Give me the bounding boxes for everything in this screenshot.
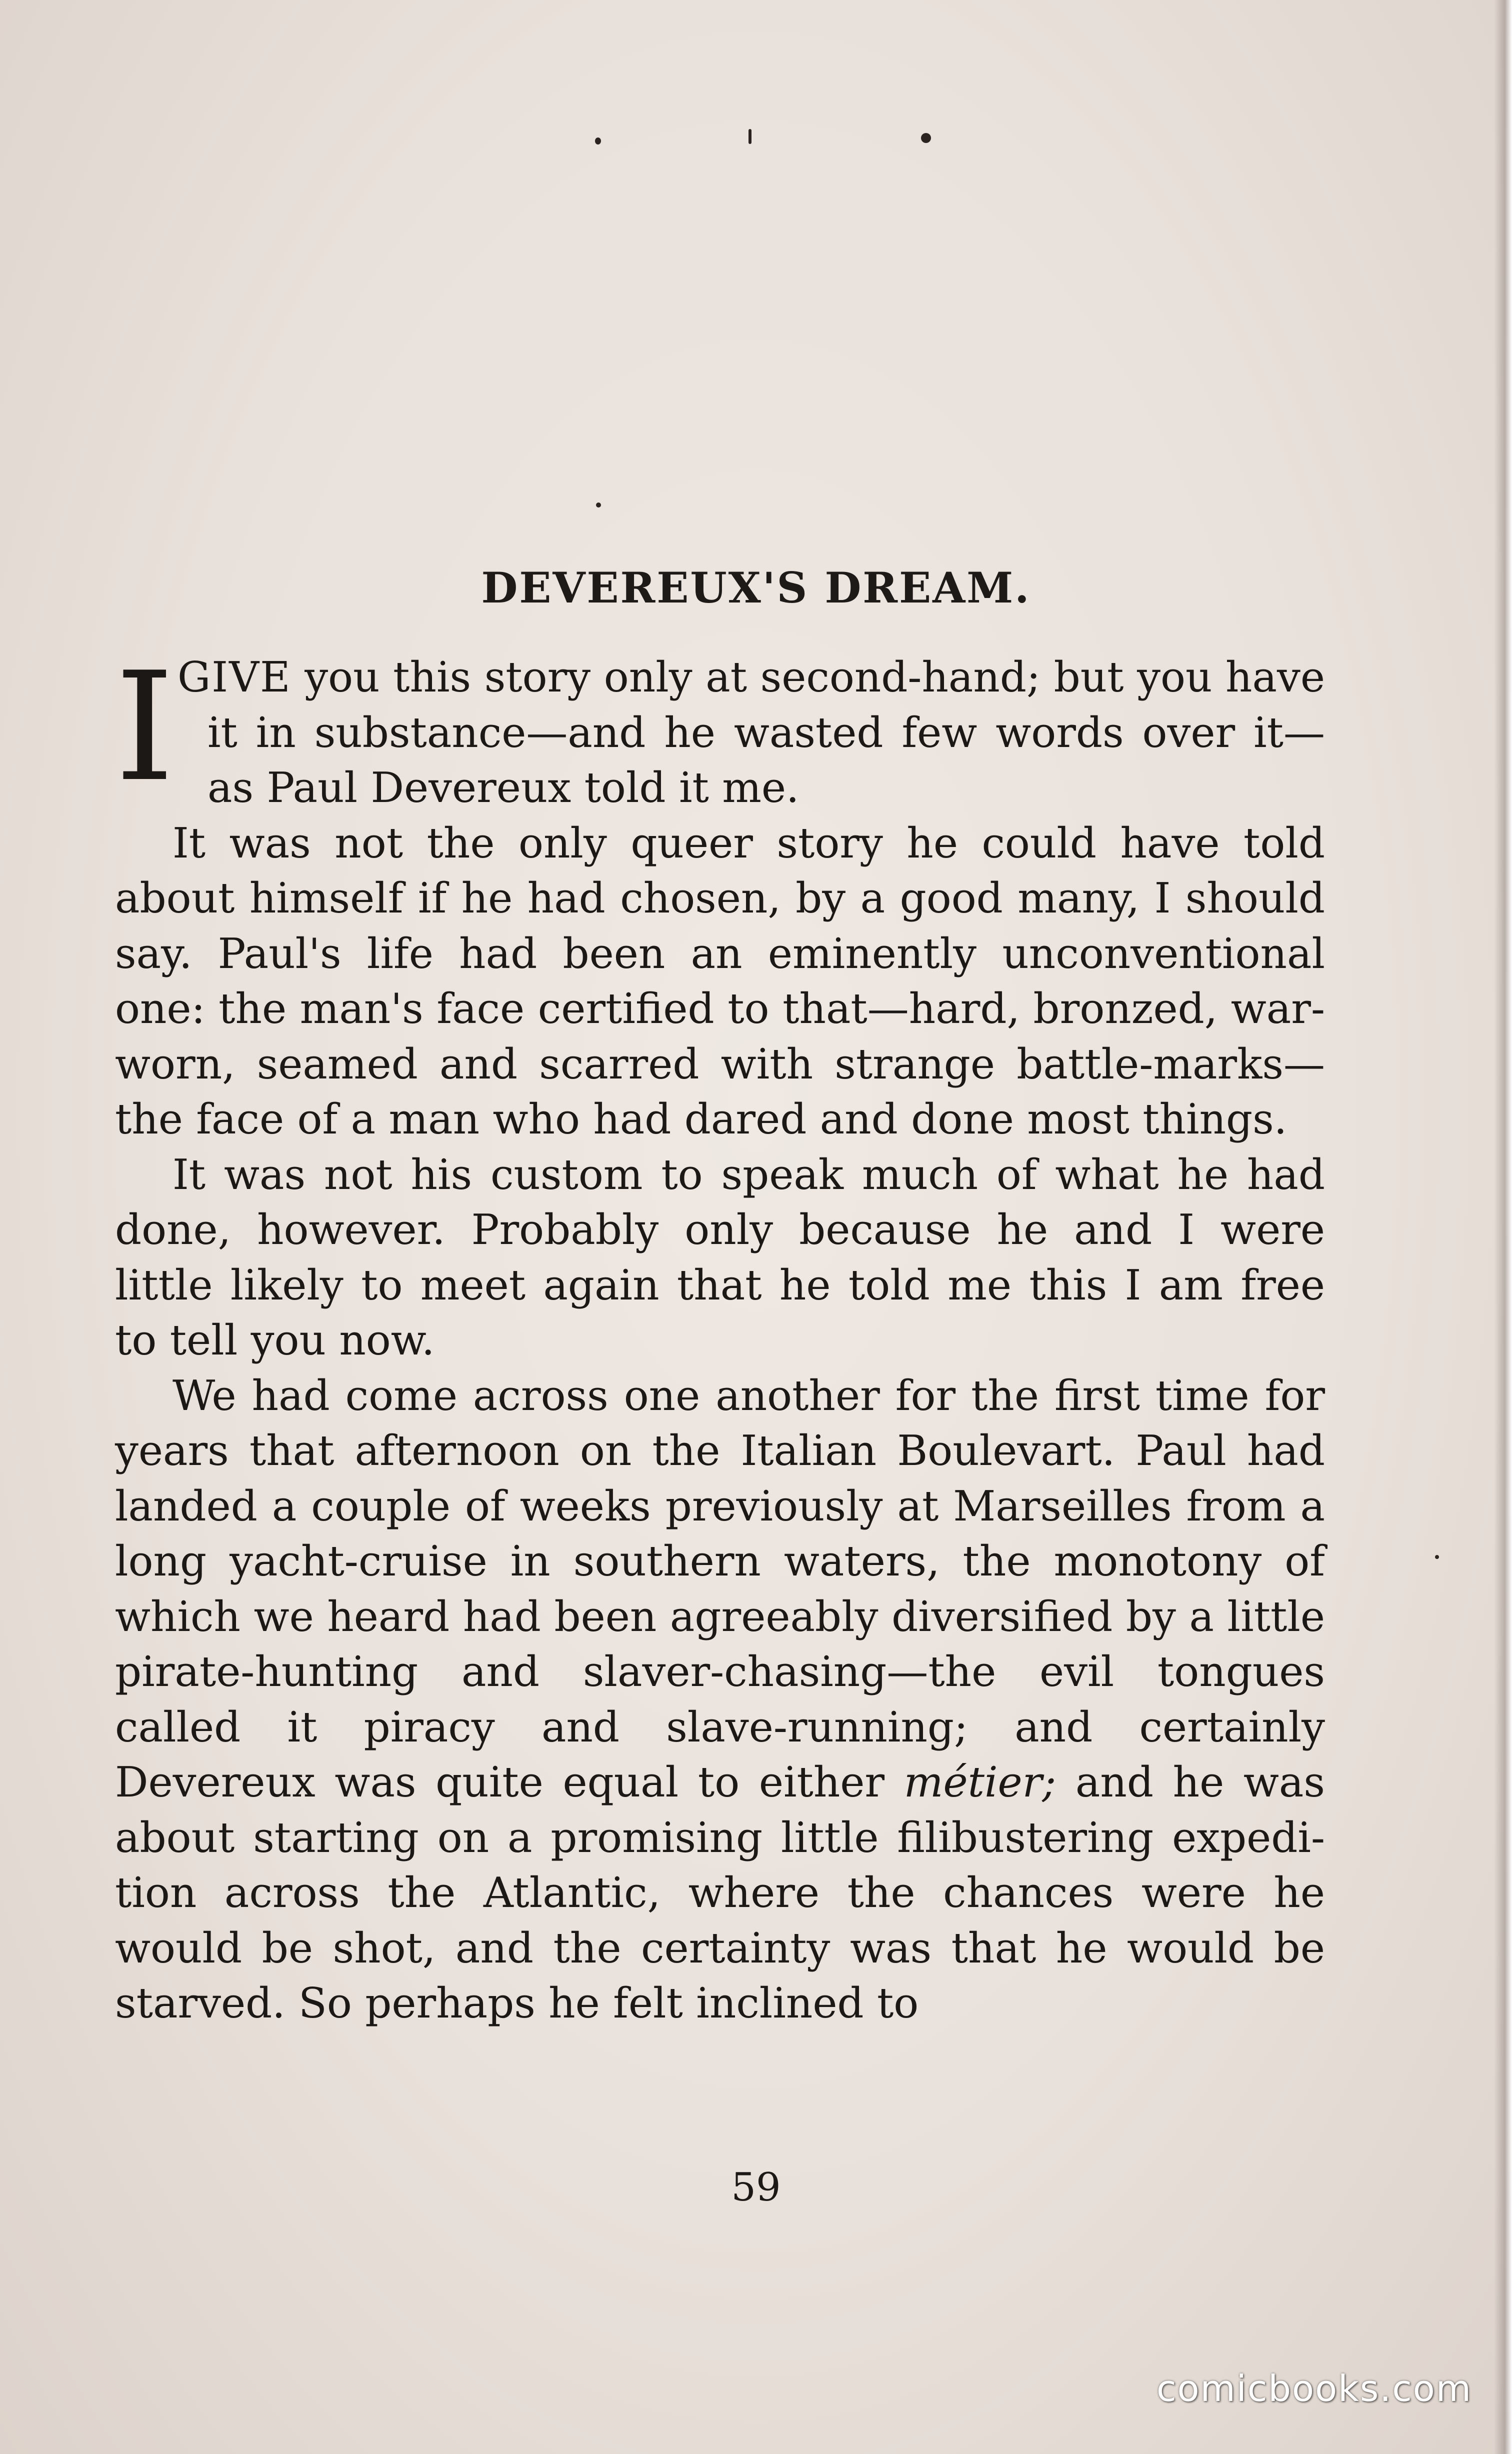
page-edge-shadow (1494, 0, 1512, 2454)
paragraph-4-text: We had come across one another for the first time for years that afternoon on the Italian Boulevart. Paul had landed a couple of weeks previously at Marseilles from a long yacht-cruise in southern waters, the monotony of which we heard had been agreeably diversified by a little pirate-hunting and slaver-chasing—the evil tongues called it piracy and slave-running; and certainly Devereux was quite equal to either (115, 1371, 1325, 1806)
ink-speck (748, 129, 752, 144)
paragraph-3: It was not his custom to speak much of what he had done, however. Probably only because he and I were little likely to meet again that he told me this I am free to tell you now. (115, 1150, 1325, 1364)
watermark: comicbooks.com (1156, 2368, 1472, 2410)
paragraph-1 (115, 640, 1325, 816)
page-number: 59 (731, 2165, 781, 2210)
paragraph-1-line-1: you this story only at second-hand; but (291, 653, 1124, 702)
italic-word: métier; (904, 1758, 1056, 1806)
story-text (115, 640, 1326, 2032)
ink-speck (921, 133, 931, 143)
drop-cap: I (115, 640, 174, 814)
paragraph-1-rest: you have it in substance—and he wasted few words over it—as Paul Devereux told it me. (208, 653, 1325, 812)
paragraph-1-opening (178, 653, 1124, 702)
chapter-title: DEVEREUX'S DREAM. (481, 563, 1031, 613)
paragraph-4 (115, 1368, 1325, 2032)
paragraph-4-continued: and he was about starting on a promising little filibustering expedition across the Atlantic, where the chances were he would be shot, and the certainty was that he would be starved. So perhaps he felt inclined to (115, 1758, 1326, 2028)
ink-speck (596, 502, 601, 508)
paragraph-2: It was not the only queer story he could have told about himself if he had chosen, by a good many, I should say. Paul's life had been an eminently unconventional one: the man's face certified to that—hard, bronzed, war-worn, seamed and scarred with strange battle-marks—the face of a man who had dared and done most things. (115, 818, 1325, 1144)
lead-word: GIVE (178, 653, 292, 702)
ink-speck (595, 138, 601, 144)
ink-speck (1435, 1555, 1439, 1559)
